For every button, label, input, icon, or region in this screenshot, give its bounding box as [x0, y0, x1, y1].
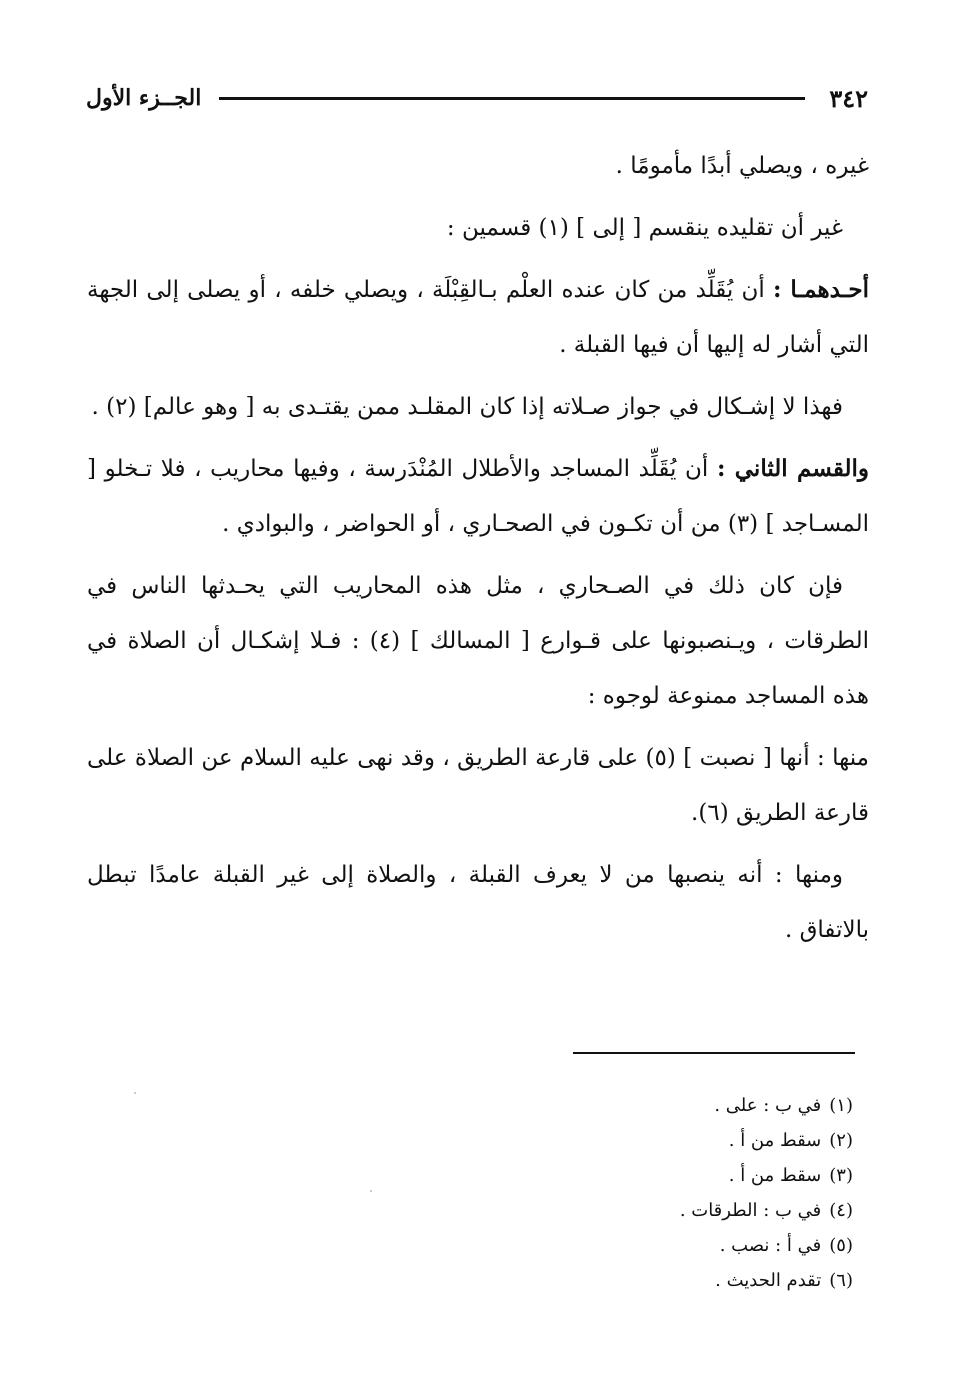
footnote	[353, 1158, 853, 1193]
paragraph-text: فهذا لا إشـكال في جواز صـلاته إذا كان المقلـد ممن يقتـدى به [ وهو عالم] (٢) .	[91, 394, 843, 420]
footnote	[353, 1088, 853, 1123]
main-text	[87, 138, 869, 964]
scan-speck	[134, 1092, 136, 1094]
running-head: الجــزء الأول	[86, 85, 202, 111]
paragraph	[87, 379, 869, 435]
paragraph	[87, 200, 869, 256]
footnote-text: في ب : الطرقات .	[679, 1200, 822, 1221]
footnote-text: سقط من أ .	[728, 1165, 822, 1186]
paragraph-text: غيره ، ويصلي أبدًا مأمومًا .	[615, 153, 869, 179]
footnote-text: تقدم الحديث .	[715, 1270, 822, 1291]
footnote-text: في ب : على .	[714, 1095, 822, 1116]
footnote	[353, 1123, 853, 1158]
footnote	[353, 1228, 853, 1263]
paragraph	[87, 558, 869, 724]
footnote-number: (١)	[829, 1095, 853, 1116]
footnote-text: في أ : نصب .	[719, 1235, 822, 1256]
footnote-separator	[573, 1052, 855, 1054]
paragraph-text: فإن كان ذلك في الصـحاري ، مثل هذه المحاريب التي يحـدثها الناس في الطرقات ، ويـنصبونها على قـوارع [ المسالك ] (٤) : فـلا إشكـال أن الصلاة في هذه المساجد ممنوعة لوجوه :	[87, 573, 869, 709]
header-rule	[219, 97, 805, 100]
paragraph	[87, 138, 869, 194]
paragraph-lead: أحـدهمـا :	[773, 276, 870, 303]
footnotes	[353, 1088, 853, 1298]
footnote-number: (٤)	[829, 1200, 853, 1221]
paragraph-text: ومنها : أنه ينصبها من لا يعرف القبلة ، والصلاة إلى غير القبلة عامدًا تبطل بالاتفاق .	[87, 862, 869, 943]
footnote-text: سقط من أ .	[728, 1130, 822, 1151]
footnote-number: (٢)	[829, 1130, 853, 1151]
paragraph-lead: والقسم الثاني :	[716, 455, 869, 482]
footnote-number: (٦)	[829, 1270, 853, 1291]
paragraph-text: أن يُقَلِّد من كان عنده العلْم بـالقِبْلَة ، ويصلي خلفه ، أو يصلى إلى الجهة التي أشار له إليها أن فيها القبلة .	[87, 277, 869, 358]
footnote-number: (٥)	[829, 1235, 853, 1256]
footnote	[353, 1263, 853, 1298]
scan-speck	[370, 1190, 372, 1192]
paragraph-text: أن يُقَلِّد المساجد والأطلال المُنْدَرسة ، وفيها محاريب ، فلا تـخلو [ المسـاجد ] (٣) من أن تكـون في الصحـاري ، أو الحواضر ، والبوادي .	[87, 456, 869, 537]
paragraph	[87, 441, 869, 552]
paragraph	[87, 847, 869, 958]
paragraph-text: غير أن تقليده ينقسم [ إلى ] (١) قسمين :	[446, 215, 843, 241]
paragraph-text: منها : أنها [ نصبت ] (٥) على قارعة الطريق ، وقد نهى عليه السلام عن الصلاة على قارعة الطريق (٦).	[87, 745, 869, 826]
footnote-number: (٣)	[829, 1165, 853, 1186]
footnote	[353, 1193, 853, 1228]
paragraph	[87, 262, 869, 373]
paragraph	[87, 730, 869, 841]
page-number: ٣٤٢	[829, 83, 868, 113]
page-header	[86, 78, 868, 118]
